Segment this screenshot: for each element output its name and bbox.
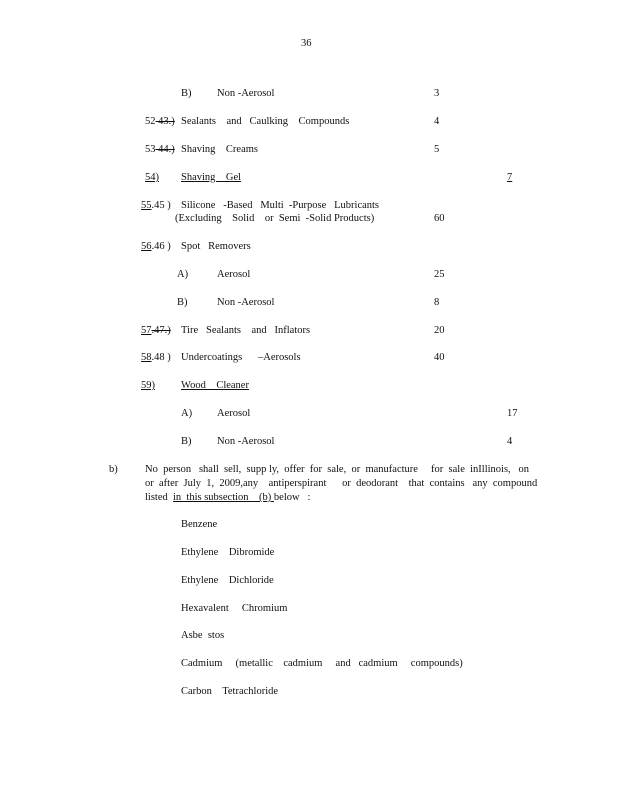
item-number-old: .47.) — [151, 325, 171, 336]
list-item-value: 5 — [434, 144, 440, 155]
list-item-text: Undercoatings –Aerosols — [181, 352, 301, 363]
paragraph-text: below : — [273, 492, 311, 503]
list-item-label: A) — [177, 269, 189, 280]
list-item-text: Non -Aerosol — [217, 436, 275, 447]
item-number: 54) — [145, 172, 159, 183]
list-item-text: Wood Cleaner — [181, 380, 249, 391]
list-item-label: B) — [181, 88, 192, 99]
list-item-value: 4 — [507, 436, 513, 447]
compound-item: Asbe stos — [181, 630, 225, 641]
list-item-value: 3 — [434, 88, 440, 99]
list-item-text: Shaving Gel — [181, 172, 242, 183]
list-item-label: B) — [177, 297, 188, 308]
page-number: 36 — [301, 38, 312, 49]
list-item-text: Non -Aerosol — [217, 88, 275, 99]
item-number-old: .48 ) — [151, 352, 171, 363]
list-item-text-cont: (Excluding Solid or Semi -Solid Products) — [175, 213, 375, 224]
list-item-value: 60 — [434, 213, 445, 224]
list-item-value: 4 — [434, 116, 440, 127]
compound-item: Ethylene Dibromide — [181, 547, 275, 558]
item-number — [141, 325, 171, 337]
paragraph-line: No person shall sell, supp ly, offer for sale, or manufacture for sale inIllinois, on — [145, 464, 530, 475]
item-number-new: 55 — [141, 200, 152, 211]
item-number-old: 44.) — [155, 144, 175, 155]
item-number-new: 58 — [141, 352, 152, 363]
item-number-new: 56 — [141, 241, 152, 252]
list-item-value: 40 — [434, 352, 445, 363]
list-item-value: 7 — [507, 172, 513, 183]
item-number-old: .45 ) — [151, 200, 171, 211]
item-number-old: .46 ) — [151, 241, 171, 252]
compound-item: Hexavalent Chromium — [181, 603, 288, 614]
compound-item: Cadmium (metallic cadmium and cadmium compounds) — [181, 658, 463, 669]
compound-item: Carbon Tetrachloride — [181, 686, 279, 697]
item-number — [141, 200, 171, 212]
list-item-text: Non -Aerosol — [217, 297, 275, 308]
list-item-value: 20 — [434, 325, 445, 336]
item-number — [145, 144, 175, 156]
item-number-new: 52 — [145, 116, 156, 127]
paragraph-text: listed — [145, 492, 173, 503]
item-number-old: 43.) — [155, 116, 175, 127]
list-item-text: Aerosol — [217, 408, 251, 419]
list-item-value: 8 — [434, 297, 440, 308]
list-item-text: Tire Sealants and Inflators — [181, 325, 311, 336]
item-number — [141, 241, 171, 253]
paragraph-line: or after July 1, 2009,any antiperspirant or deodorant that contains any compound — [145, 478, 538, 489]
item-number — [141, 352, 171, 364]
list-item-text: Sealants and Caulking Compounds — [181, 116, 350, 127]
item-number-new: 57 — [141, 325, 152, 336]
list-item-value: 17 — [507, 408, 518, 419]
list-item-label: A) — [181, 408, 193, 419]
subsection-label: b) — [109, 464, 118, 475]
paragraph-line — [145, 492, 310, 504]
item-number: 59) — [141, 380, 155, 391]
compound-item: Benzene — [181, 519, 218, 530]
list-item-label: B) — [181, 436, 192, 447]
compound-item: Ethylene Dichloride — [181, 575, 274, 586]
list-item-text: Aerosol — [217, 269, 251, 280]
list-item-text: Silicone -Based Multi -Purpose Lubricants — [181, 200, 380, 211]
item-number-new: 53 — [145, 144, 156, 155]
inserted-text: in this subsection (b) — [173, 492, 274, 503]
list-item-value: 25 — [434, 269, 445, 280]
list-item-text: Spot Removers — [181, 241, 251, 252]
item-number — [145, 116, 175, 128]
list-item-text: Shaving Creams — [181, 144, 258, 155]
